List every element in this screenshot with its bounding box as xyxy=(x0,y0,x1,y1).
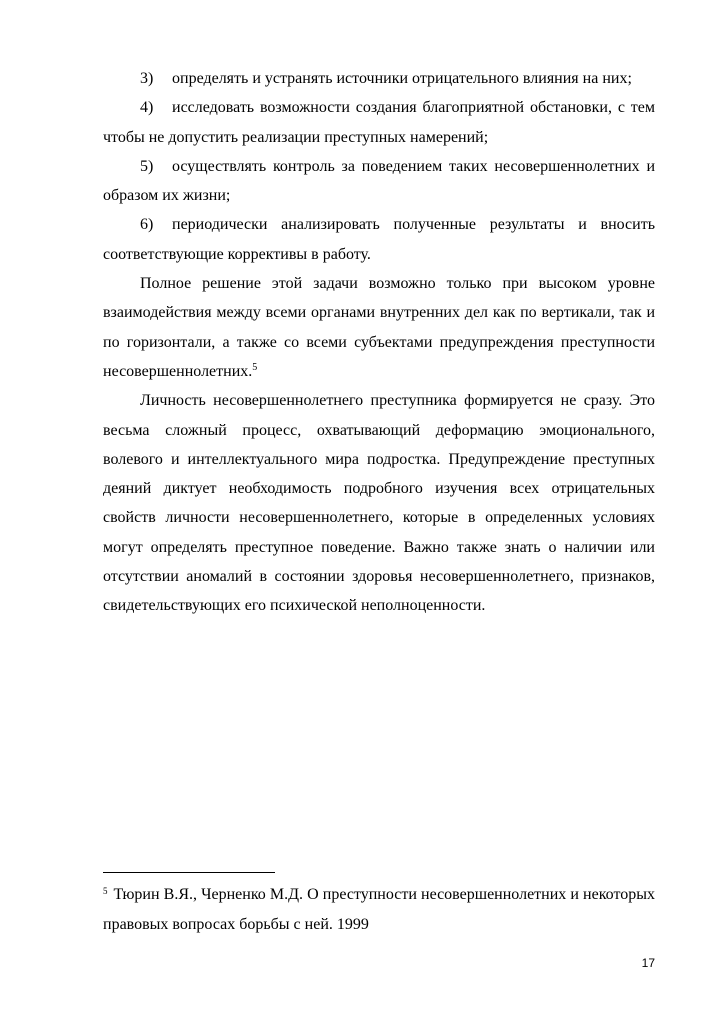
footnote-separator xyxy=(103,872,275,873)
paragraph-text: Личность несовершеннолетнего преступника формируется не сразу. Это весьма сложный процесс, охватывающий деформацию эмоционального, волевого и интеллектуального мира подростка. Предупреждение преступных деяний диктует необходимость подробного изучения всех отрицательных свойств личности несовершеннолетнего, которые в определенных условиях могут определять преступное поведение. Важно также знать о наличии или отсутствии аномалий в состоянии здоровья несовершеннолетнего, признаков, свидетельствующих его психической неполноценности. xyxy=(103,392,655,615)
list-item xyxy=(103,64,655,93)
list-item-text: определять и устранять источники отрицательного влияния на них; xyxy=(172,70,632,87)
list-item-text: периодически анализировать полученные результаты и вносить соответствующие коррективы в работу. xyxy=(103,216,655,263)
paragraph xyxy=(103,269,655,386)
footnote xyxy=(103,880,655,940)
list-item-number: 3) xyxy=(140,70,154,87)
body-text xyxy=(103,64,655,621)
footnote-marker: 5 xyxy=(103,886,108,896)
paragraph-text: Полное решение этой задачи возможно только при высоком уровне взаимодействия между всеми органами внутренних дел как по вертикали, так и по горизонтали, а также со всеми субъектами предупреждения преступности несовершеннолетних. xyxy=(103,275,655,380)
list-item xyxy=(103,152,655,211)
paragraph xyxy=(103,386,655,620)
list-item xyxy=(103,93,655,152)
footnote-text: Тюрин В.Я., Черненко М.Д. О преступности несовершеннолетних и некоторых правовых вопросах борьбы с ней. 1999 xyxy=(103,886,655,933)
list-item xyxy=(103,210,655,269)
page-number: 17 xyxy=(641,956,655,970)
footnote-reference[interactable]: 5 xyxy=(252,361,258,373)
list-item-text: осуществлять контроль за поведением таких несовершеннолетних и образом их жизни; xyxy=(103,157,655,205)
list-item-text: исследовать возможности создания благоприятной обстановки, с тем чтобы не допустить реализации преступных намерений; xyxy=(103,99,655,146)
list-item-number: 6) xyxy=(140,216,154,234)
list-item-number: 4) xyxy=(140,99,154,117)
list-item-number: 5) xyxy=(140,157,154,175)
